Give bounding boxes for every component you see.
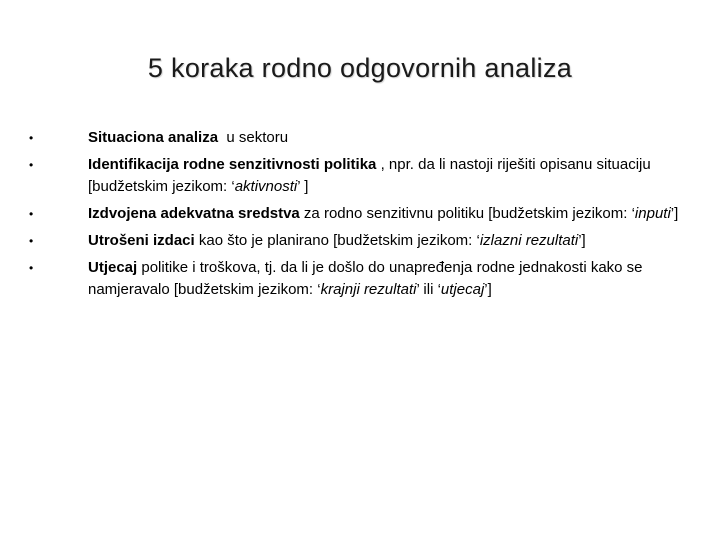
bullet-list — [29, 127, 688, 306]
bullet-segment: u sektoru — [218, 129, 289, 146]
bullet-segment: krajnji rezultati — [320, 281, 417, 298]
bullet-marker: • — [29, 234, 34, 248]
bullet-segment: ’ ] — [297, 178, 309, 195]
slide-title: 5 koraka rodno odgovornih analiza — [147, 53, 573, 83]
bullet-segment: Utjecaj — [88, 259, 138, 276]
bullet-marker: • — [29, 207, 34, 221]
bullet-segment: inputi — [634, 205, 671, 222]
bullet-marker: • — [29, 261, 34, 275]
bullet-segment: ’] — [484, 281, 492, 298]
bullet-segment: kao što je planirano [budžetskim jezikom: ‘ — [194, 232, 480, 249]
bullet-item — [29, 257, 688, 301]
bullet-segment: aktivnosti — [234, 178, 298, 195]
bullet-segment: ’ ili ‘ — [416, 281, 441, 298]
bullet-segment: utjecaj — [440, 281, 485, 298]
bullet-segment: , npr. da li nastoji riješiti opisanu situaciju [budžetskim jezikom: ‘ — [88, 156, 651, 195]
bullet-item — [29, 230, 688, 252]
bullet-item — [29, 203, 688, 225]
bullet-item — [29, 127, 688, 149]
bullet-segment: ’] — [670, 205, 679, 222]
bullet-segment: za rodno senzitivnu politiku [budžetskim jezikom: ‘ — [299, 205, 635, 222]
bullet-marker: • — [29, 131, 34, 145]
bullet-marker: • — [29, 158, 34, 172]
bullet-segment: Izdvojena adekvatna sredstva — [88, 205, 300, 222]
bullet-item — [29, 154, 688, 198]
bullet-segment: Utrošeni izdaci — [88, 232, 195, 249]
bullet-segment: Situaciona analiza — [88, 129, 219, 146]
bullet-segment: Identifikacija rodne senzitivnosti politika — [88, 156, 377, 173]
bullet-segment: politike i troškova, tj. da li je došlo do unapređenja rodne jednakosti kako se namjeravalo [budžetskim jezikom: ‘ — [88, 259, 643, 298]
bullet-segment: ’] — [578, 232, 586, 249]
bullet-segment: izlazni rezultati — [479, 232, 579, 249]
